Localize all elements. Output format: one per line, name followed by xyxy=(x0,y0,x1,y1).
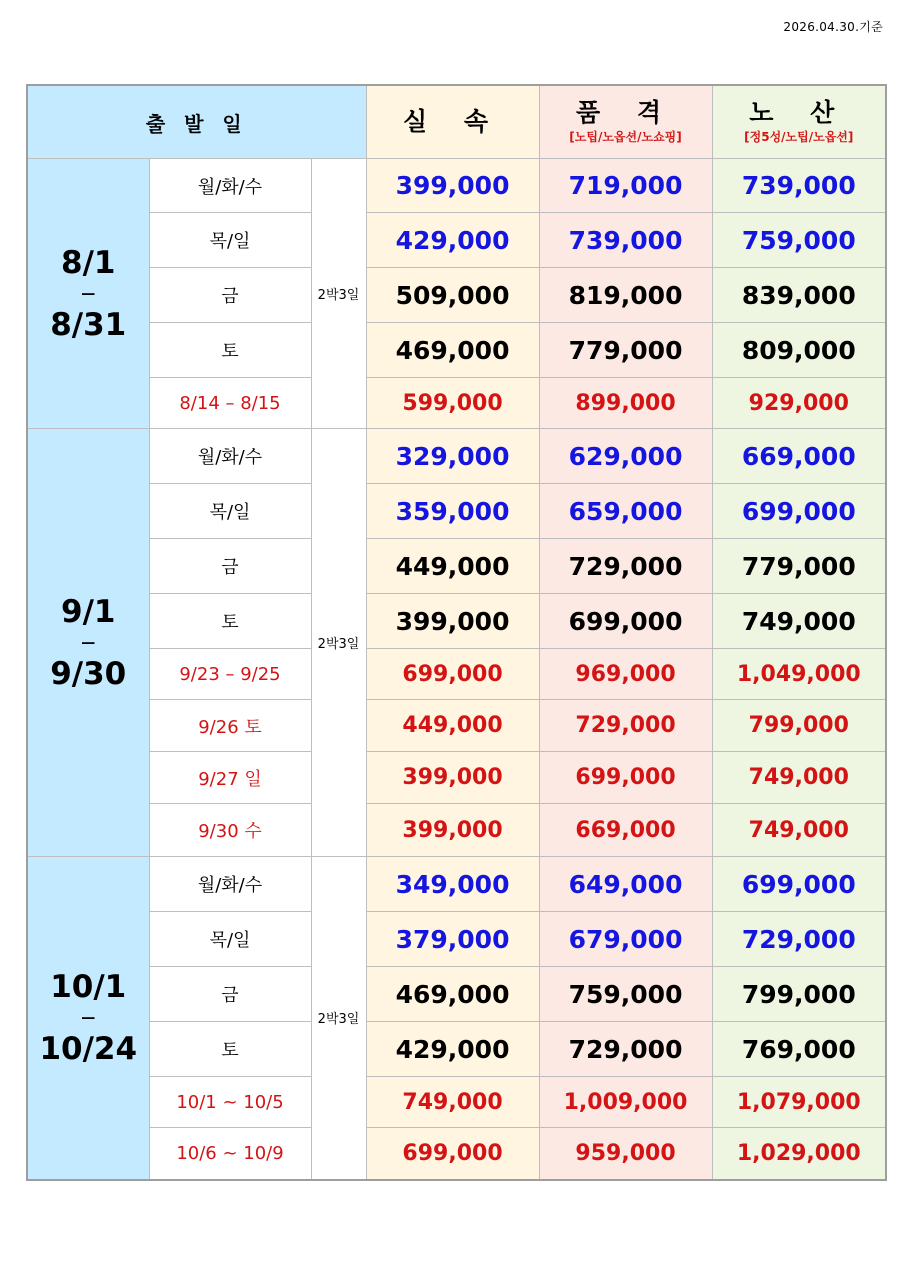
period-start: 8/1 xyxy=(61,244,116,281)
day-label: 월/화/수 xyxy=(149,159,311,213)
day-label: 금 xyxy=(149,539,311,594)
nosan-price: 699,000 xyxy=(712,857,886,912)
pumgyeok-price: 719,000 xyxy=(539,159,712,213)
pumgyeok-price: 729,000 xyxy=(539,1022,712,1077)
table-row xyxy=(27,857,886,912)
day-label: 9/30 수 xyxy=(149,804,311,857)
header-nosan xyxy=(712,85,886,159)
day-label: 8/14 – 8/15 xyxy=(149,378,311,429)
pumgyeok-price: 1,009,000 xyxy=(539,1077,712,1128)
day-label: 목/일 xyxy=(149,912,311,967)
silsok-price: 509,000 xyxy=(366,268,539,323)
table-row xyxy=(27,594,886,649)
day-label: 목/일 xyxy=(149,484,311,539)
day-label: 토 xyxy=(149,594,311,649)
day-label: 10/6 ~ 10/9 xyxy=(149,1128,311,1180)
pumgyeok-price: 729,000 xyxy=(539,539,712,594)
nosan-price: 739,000 xyxy=(712,159,886,213)
pumgyeok-price: 629,000 xyxy=(539,429,712,484)
header-pumgyeok xyxy=(539,85,712,159)
period-cell xyxy=(27,857,149,1180)
day-label: 월/화/수 xyxy=(149,857,311,912)
table-body xyxy=(27,159,886,1180)
silsok-price: 699,000 xyxy=(366,649,539,700)
pumgyeok-price: 959,000 xyxy=(539,1128,712,1180)
period-dash: — xyxy=(81,634,96,651)
silsok-price: 699,000 xyxy=(366,1128,539,1180)
nights-label: 2박3일 xyxy=(311,857,366,1180)
nights-label: 2박3일 xyxy=(311,429,366,857)
header-silsok xyxy=(366,85,539,159)
nosan-price: 1,049,000 xyxy=(712,649,886,700)
period-dash: — xyxy=(81,285,96,302)
header-departure: 출 발 일 xyxy=(27,85,366,159)
pumgyeok-price: 699,000 xyxy=(539,752,712,804)
price-table xyxy=(26,84,887,1181)
silsok-price: 329,000 xyxy=(366,429,539,484)
day-label: 월/화/수 xyxy=(149,429,311,484)
table-row xyxy=(27,1128,886,1180)
day-label: 9/23 – 9/25 xyxy=(149,649,311,700)
nosan-price: 929,000 xyxy=(712,378,886,429)
nosan-price: 749,000 xyxy=(712,752,886,804)
nosan-price: 669,000 xyxy=(712,429,886,484)
day-label: 토 xyxy=(149,1022,311,1077)
nosan-price: 769,000 xyxy=(712,1022,886,1077)
day-label: 금 xyxy=(149,967,311,1022)
table-row xyxy=(27,159,886,213)
period-cell xyxy=(27,429,149,857)
table-row xyxy=(27,484,886,539)
table-row xyxy=(27,752,886,804)
silsok-price: 349,000 xyxy=(366,857,539,912)
day-label: 9/26 토 xyxy=(149,700,311,752)
nosan-price: 749,000 xyxy=(712,804,886,857)
table-row xyxy=(27,323,886,378)
pumgyeok-price: 679,000 xyxy=(539,912,712,967)
silsok-price: 429,000 xyxy=(366,1022,539,1077)
nosan-price: 1,079,000 xyxy=(712,1077,886,1128)
nosan-price: 729,000 xyxy=(712,912,886,967)
silsok-price: 449,000 xyxy=(366,539,539,594)
table-row xyxy=(27,967,886,1022)
pumgyeok-price: 899,000 xyxy=(539,378,712,429)
period-start: 9/1 xyxy=(61,593,116,630)
pumgyeok-price: 969,000 xyxy=(539,649,712,700)
header-nosan-sub: [정5성/노팁/노옵션] xyxy=(744,130,854,144)
silsok-price: 399,000 xyxy=(366,804,539,857)
day-label: 10/1 ~ 10/5 xyxy=(149,1077,311,1128)
table-row xyxy=(27,700,886,752)
silsok-price: 399,000 xyxy=(366,159,539,213)
nosan-price: 1,029,000 xyxy=(712,1128,886,1180)
silsok-price: 599,000 xyxy=(366,378,539,429)
nosan-price: 799,000 xyxy=(712,700,886,752)
nosan-price: 799,000 xyxy=(712,967,886,1022)
table-row xyxy=(27,1022,886,1077)
nosan-price: 839,000 xyxy=(712,268,886,323)
pumgyeok-price: 819,000 xyxy=(539,268,712,323)
header-pumgyeok-title: 품 격 xyxy=(576,98,676,127)
nosan-price: 699,000 xyxy=(712,484,886,539)
period-end: 8/31 xyxy=(50,306,127,343)
basis-date: 2026.04.30.기준 xyxy=(783,20,883,34)
silsok-price: 399,000 xyxy=(366,594,539,649)
day-label: 금 xyxy=(149,268,311,323)
table-row xyxy=(27,539,886,594)
pumgyeok-price: 729,000 xyxy=(539,700,712,752)
silsok-price: 359,000 xyxy=(366,484,539,539)
table-row xyxy=(27,378,886,429)
nosan-price: 779,000 xyxy=(712,539,886,594)
header-silsok-title: 실 속 xyxy=(403,107,503,136)
nosan-price: 809,000 xyxy=(712,323,886,378)
table-row xyxy=(27,649,886,700)
pumgyeok-price: 659,000 xyxy=(539,484,712,539)
pumgyeok-price: 699,000 xyxy=(539,594,712,649)
silsok-price: 749,000 xyxy=(366,1077,539,1128)
period-end: 10/24 xyxy=(39,1030,138,1067)
period-start: 10/1 xyxy=(50,968,127,1005)
day-label: 목/일 xyxy=(149,213,311,268)
pumgyeok-price: 759,000 xyxy=(539,967,712,1022)
silsok-price: 379,000 xyxy=(366,912,539,967)
day-label: 9/27 일 xyxy=(149,752,311,804)
pumgyeok-price: 649,000 xyxy=(539,857,712,912)
nights-label: 2박3일 xyxy=(311,159,366,429)
pumgyeok-price: 739,000 xyxy=(539,213,712,268)
pumgyeok-price: 779,000 xyxy=(539,323,712,378)
silsok-price: 469,000 xyxy=(366,967,539,1022)
table-row xyxy=(27,213,886,268)
table-row xyxy=(27,429,886,484)
table-row xyxy=(27,268,886,323)
table-row xyxy=(27,804,886,857)
silsok-price: 399,000 xyxy=(366,752,539,804)
silsok-price: 429,000 xyxy=(366,213,539,268)
nosan-price: 759,000 xyxy=(712,213,886,268)
period-cell xyxy=(27,159,149,429)
pumgyeok-price: 669,000 xyxy=(539,804,712,857)
header-row xyxy=(27,85,886,159)
header-pumgyeok-sub: [노팁/노옵션/노쇼핑] xyxy=(569,130,682,144)
day-label: 토 xyxy=(149,323,311,378)
table-row xyxy=(27,1077,886,1128)
silsok-price: 469,000 xyxy=(366,323,539,378)
silsok-price: 449,000 xyxy=(366,700,539,752)
period-dash: — xyxy=(81,1009,96,1026)
header-nosan-title: 노 산 xyxy=(749,98,849,127)
period-end: 9/30 xyxy=(50,655,127,692)
nosan-price: 749,000 xyxy=(712,594,886,649)
table-row xyxy=(27,912,886,967)
